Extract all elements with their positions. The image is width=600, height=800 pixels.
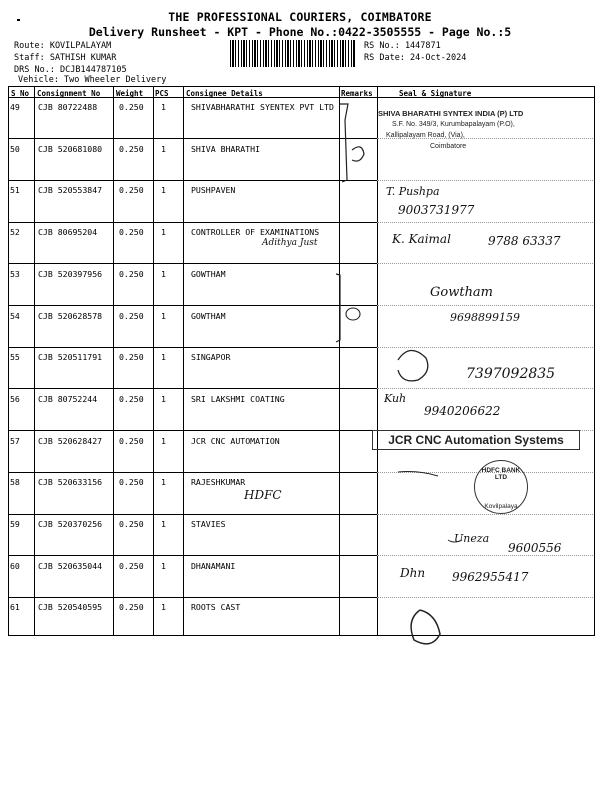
phone-stavies: 9600556 (508, 541, 562, 555)
cell-cn: CJB 520511791 (38, 352, 103, 363)
cell-weight: 0.250 (119, 519, 144, 529)
cell-sno: 52 (10, 227, 20, 238)
cell-weight: 0.250 (119, 268, 144, 279)
jcr-cnc-stamp: JCR CNC Automation Systems (372, 430, 580, 450)
cell-pcs: 1 (161, 602, 166, 613)
col-consignee: Consignee Details (186, 89, 263, 98)
rs-number: RS No.: 1447871 (364, 41, 441, 51)
cell-sno: 54 (10, 310, 20, 321)
cell-weight: 0.250 (119, 560, 144, 571)
cell-sno: 58 (10, 477, 20, 488)
cell-consignee: SHIVA BHARATHI (191, 143, 261, 154)
stamp-line: Coimbatore (430, 143, 467, 150)
cell-weight: 0.250 (119, 310, 144, 321)
cell-consignee: SHIVABHARATHI SYENTEX PVT LTD (191, 102, 334, 112)
phone-sri-lakshmi: 9940206622 (424, 404, 501, 418)
cell-weight: 0.250 (119, 435, 144, 446)
cell-weight: 0.250 (119, 185, 144, 196)
cell-weight: 0.250 (119, 227, 144, 238)
cell-cn: CJB 520628427 (38, 435, 103, 446)
cell-sno: 59 (10, 519, 20, 529)
note-controller: Adithya Just (262, 238, 318, 248)
cell-consignee: PUSHPAVEN (191, 185, 236, 196)
cell-cn: CJB 520681080 (38, 143, 103, 154)
cell-consignee: SINGAPOR (191, 352, 231, 363)
cell-consignee: GOWTHAM (191, 268, 226, 279)
cell-pcs: 1 (161, 519, 166, 529)
staff-label: Staff: SATHISH KUMAR (14, 53, 117, 63)
cell-pcs: 1 (161, 435, 166, 446)
scan-mark (17, 19, 20, 21)
cell-weight: 0.250 (119, 602, 144, 613)
col-seal-signature: Seal & Signature (399, 89, 472, 98)
cell-sno: 56 (10, 393, 20, 404)
signature-gowtham: Gowtham (430, 285, 494, 300)
drs-label: DRS No.: DCJB144787105 (14, 65, 127, 75)
cell-sno: 51 (10, 185, 20, 196)
cell-cn: CJB 80695204 (38, 227, 98, 238)
phone-controller: 9788 63337 (488, 234, 561, 248)
cell-cn: CJB 520370256 (38, 519, 103, 529)
cell-cn: CJB 520633156 (38, 477, 103, 488)
vehicle-label: Vehicle: Two Wheeler Delivery (18, 75, 167, 85)
cell-consignee: JCR CNC AUTOMATION (191, 435, 280, 446)
cell-sno: 49 (10, 102, 20, 112)
note-rajeshkumar: HDFC (244, 488, 282, 502)
col-pcs: PCS (155, 89, 169, 98)
cell-consignee: RAJESHKUMAR (191, 477, 246, 488)
cell-pcs: 1 (161, 477, 166, 488)
signature-stavies: Uneza (454, 532, 490, 545)
cell-pcs: 1 (161, 102, 166, 112)
cell-weight: 0.250 (119, 352, 144, 363)
phone-gowtham: 9698899159 (450, 311, 520, 324)
runsheet-subtitle: Delivery Runsheet - KPT - Phone No.:0422-3505555 - Page No.:5 (88, 25, 512, 39)
col-remarks: Remarks (341, 89, 373, 98)
stamp-line: S.F. No. 349/3, Kurumbapalayam (P.O), (392, 121, 515, 128)
cell-consignee: STAVIES (191, 519, 226, 529)
cell-pcs: 1 (161, 310, 166, 321)
cell-sno: 53 (10, 268, 20, 279)
cell-sno: 55 (10, 352, 20, 363)
cell-consignee: GOWTHAM (191, 310, 226, 321)
cell-sno: 50 (10, 143, 20, 154)
col-consignment: Consignment No (37, 89, 101, 98)
stamp-line: Kallipalayam Road, (Via), (386, 132, 465, 139)
cell-cn: CJB 520635044 (38, 560, 103, 571)
cell-weight: 0.250 (119, 102, 144, 112)
route-label: Route: KOVILPALAYAM (14, 41, 112, 51)
cell-cn: CJB 520397956 (38, 268, 103, 279)
signature-sri-lakshmi: Kuh (384, 392, 407, 405)
cell-pcs: 1 (161, 393, 166, 404)
cell-cn: CJB 520628578 (38, 310, 103, 321)
cell-consignee: CONTROLLER OF EXAMINATIONS (191, 227, 320, 238)
cell-pcs: 1 (161, 560, 166, 571)
cell-sno: 61 (10, 602, 20, 613)
cell-weight: 0.250 (119, 477, 144, 488)
phone-pushpaven: 9003731977 (398, 203, 475, 217)
runsheet-title: THE PROFESSIONAL COURIERS, COIMBATORE (168, 10, 432, 24)
cell-cn: CJB 520540595 (38, 602, 103, 613)
col-weight: Weight (116, 89, 144, 98)
cell-pcs: 1 (161, 268, 166, 279)
phone-singapor: 7397092835 (466, 366, 556, 382)
signature-pushpaven: T. Pushpa (386, 185, 440, 198)
cell-sno: 57 (10, 435, 20, 446)
stamp-line: HDFC BANK LTD (481, 467, 521, 481)
cell-consignee: SRI LAKSHMI COATING (191, 393, 285, 404)
rs-date: RS Date: 24-Oct-2024 (364, 53, 467, 63)
cell-cn: CJB 80752244 (38, 393, 98, 404)
col-sno: S No (11, 89, 30, 98)
cell-cn: CJB 80722488 (38, 102, 98, 112)
signature-controller: K. Kaimal (392, 232, 451, 246)
cell-pcs: 1 (161, 227, 166, 238)
stamp-line: Kovilpalaya (484, 503, 518, 510)
cell-pcs: 1 (161, 185, 166, 196)
cell-sno: 60 (10, 560, 20, 571)
cell-pcs: 1 (161, 143, 166, 154)
cell-cn: CJB 520553847 (38, 185, 103, 196)
cell-pcs: 1 (161, 352, 166, 363)
cell-weight: 0.250 (119, 393, 144, 404)
phone-dhanamani: 9962955417 (452, 570, 529, 584)
cell-consignee: DHANAMANI (191, 560, 236, 571)
signature-dhanamani: Dhn (400, 566, 426, 580)
cell-consignee: ROOTS CAST (191, 602, 241, 613)
cell-weight: 0.250 (119, 143, 144, 154)
stamp-line: SHIVA BHARATHI SYNTEX INDIA (P) LTD (378, 109, 524, 118)
